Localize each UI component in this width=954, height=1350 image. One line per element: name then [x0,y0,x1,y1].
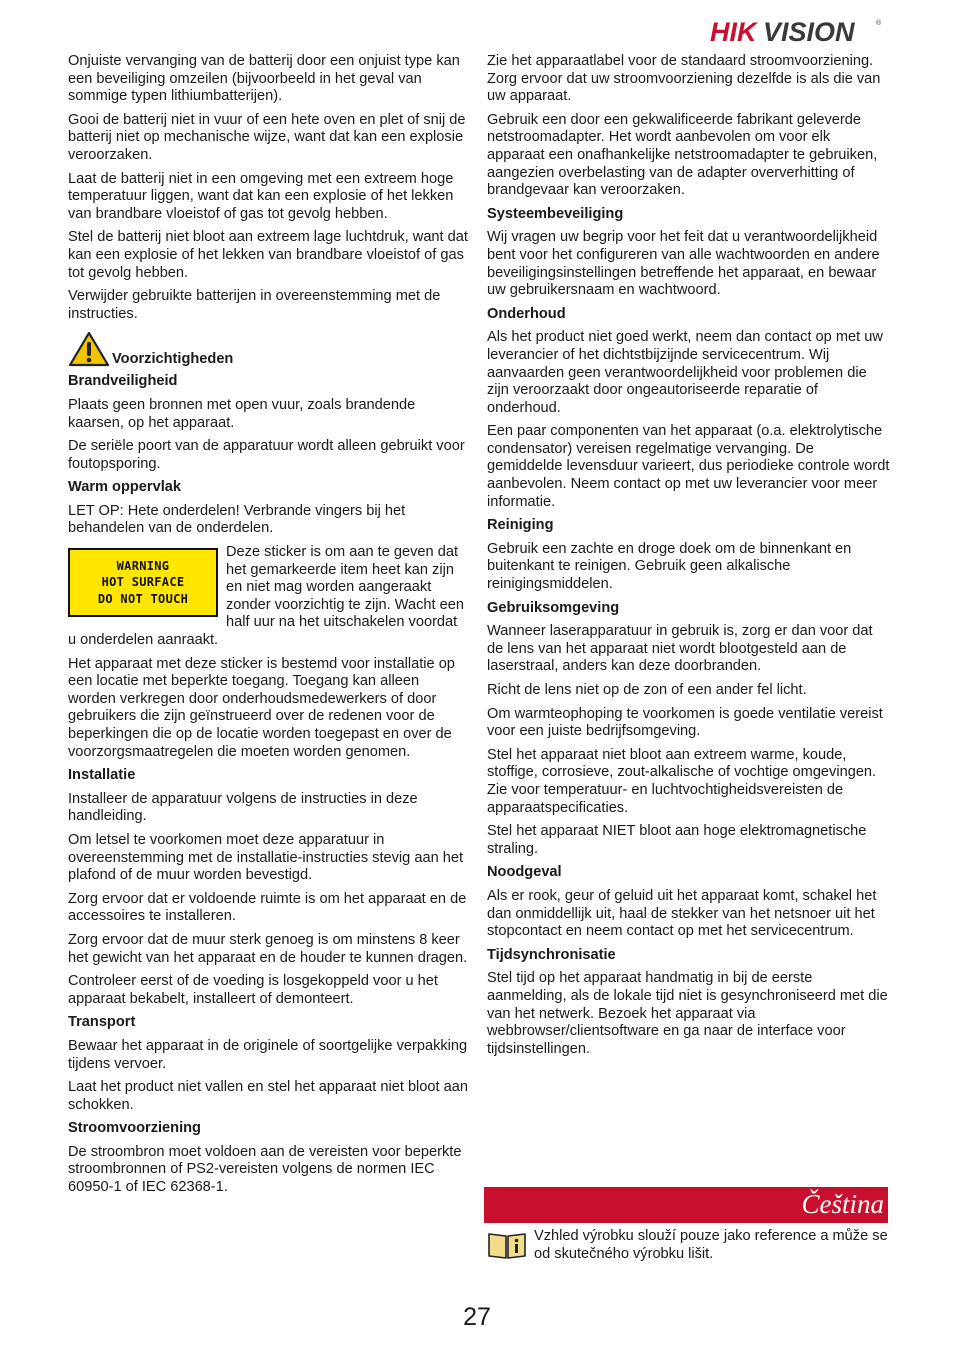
hot-surface-text-3: Het apparaat met deze sticker is bestemd voor installatie op een locatie met beperkte toegang. Toegang kan alleen worden verkregen door onderhoudsmedewerkers of door gebruikers die zijn geïnstrueerd over de redenen voor de beperkingen die op de locatie worden toegepast en over de voorzorgsmaatregelen die moeten worden genomen. [68,655,455,760]
environment-text-2: Richt de lens niet op de zon of een ander fel licht. [487,682,807,698]
hot-surface-text-1: LET OP: Hete onderdelen! Verbrande vingers bij het behandelen van de onderdelen. [68,502,406,537]
emergency-heading: Noodgeval [487,864,562,881]
cleaning-text: Gebruik een zachte en droge doek om de binnenkant en buitenkant te reinigen. Gebruik geen alkalische reinigingsmiddelen. [487,540,852,593]
fire-safety-heading: Brandveiligheid [68,373,178,390]
sticker-line-1: WARNING [116,558,170,573]
info-note [487,1228,891,1263]
battery-warning-4: Stel de batterij niet bloot aan extreem lage luchtdruk, want dat kan een explosie of het lekken van brandbare vloeistof of gas tot gevolg hebben. [68,229,468,281]
transport-heading: Transport [68,1014,136,1031]
environment-text-1: Wanneer laserapparatuur in gebruik is, zorg er dan voor dat de lens van het apparaat niet wordt blootgesteld aan de laserstraal, anders kan deze doorbranden. [487,623,873,675]
info-note-text: Vzhled výrobku slouží pouze jako reference a může se od skutečného výrobku lišit. [534,1228,888,1262]
power-supply-heading: Stroomvoorziening [68,1120,201,1137]
sticker-line-3: DO NOT TOUCH [97,591,189,606]
environment-text-3: Om warmteophoping te voorkomen is goede ventilatie vereist voor een juiste bedrijfsomgeving. [487,705,883,740]
emergency-text: Als er rook, geur of geluid uit het apparaat komt, schakel het dan onmiddellijk uit, haal de stekker van het netsnoer uit het stopcontact en neem contact op met het servicecentrum. [487,887,877,940]
sticker-line-2: HOT SURFACE [101,575,185,590]
hot-surface-heading: Warm oppervlak [68,479,182,496]
hikvision-logo [710,16,882,46]
battery-warning-5: Verwijder gebruikte batterijen in overeenstemming met de instructies. [68,288,441,322]
hot-surface-text-2: Deze sticker is om aan te geven dat het gemarkeerde item heet kan zijn en niet mag worden aangeraakt zonder voorzichtig te zijn. Wacht een half uur na het uitschakelen voordat u onderdelen aanraakt. [68,544,464,649]
battery-warning-1: Onjuiste vervanging van de batterij door een onjuist type kan een beveiliging omzeilen (bijvoorbeeld in het geval van sommige typen lithiumbatterijen). [68,53,460,105]
power-supply-text-1: De stroombron moet voldoen aan de vereisten voor beperkte stroombronnen of PS2-vereisten volgens de normen IEC 60950-1 of IEC 62368-1. [68,1143,462,1196]
installation-text-5: Controleer eerst of de voeding is losgekoppeld voor u het apparaat bekabelt, installeert of demonteert. [68,973,438,1007]
power-supply-text-2: Zie het apparaatlabel voor de standaard stroomvoorziening. Zorg ervoor dat uw stroomvoorziening dezelfde is als die van uw apparaat. [487,53,881,105]
battery-warning-2: Gooi de batterij niet in vuur of een hete oven en plet of snij de batterij niet op mechanische wijze, want dat kan een explosie veroorzaken. [68,111,466,163]
maintenance-text-2: Een paar componenten van het apparaat (o.a. elektrolytische condensator) vereisen regelmatige vervanging. De gemiddelde levensduur varieert, dus periodieke controle wordt aanbevolen. Neem contact op met uw leverancier voor meer informatie. [487,423,890,510]
power-supply-text-3: Gebruik een door een gekwalificeerde fabrikant geleverde netstroomadapter. Het wordt aanbevolen om voor elk apparaat een onafhankelijke netstroomadapter te gebruiken, aangezien overbelasting van de adapter oververhitting of brandgevaar kan veroorzaken. [487,111,878,199]
right-column [487,53,891,1064]
language-section-bar [484,1187,888,1223]
system-security-heading: Systeembeveiliging [487,205,624,222]
fire-safety-text-2: De seriële poort van de apparatuur wordt alleen gebruikt voor foutopsporing. [68,438,465,472]
caution-heading: Voorzichtigheden [112,350,234,367]
warning-sticker-image [68,548,218,617]
installation-heading: Installatie [68,767,136,784]
logo-text-hik: HIK [710,17,757,46]
maintenance-heading: Onderhoud [487,305,566,322]
hot-surface-sticker-block [68,544,468,650]
time-sync-text: Stel tijd op het apparaat handmatig in bij de eerste aanmelding, als de lokale tijd niet is gesynchroniseerd met die van het netwerk. Bezoek het apparaat via webbrowser/clientsoftware en ga naar de interface voor tijdsinstellingen. [487,970,888,1057]
transport-text-2: Laat het product niet vallen en stel het apparaat niet bloot aan schokken. [68,1079,468,1113]
environment-heading: Gebruiksomgeving [487,599,620,616]
installation-text-2: Om letsel te voorkomen moet deze apparatuur in overeenstemming met de installatie-instructies stevig aan het plafond of de muur worden bevestigd. [68,831,464,884]
fire-safety-text-1: Plaats geen bronnen met open vuur, zoals brandende kaarsen, op het apparaat. [68,396,416,431]
battery-warning-3: Laat de batterij niet in een omgeving met een extreem hoge temperatuur liggen, want dat kan een explosie of het lekken van brandbare vloeistof of gas tot gevolg hebben. [68,170,454,222]
transport-text-1: Bewaar het apparaat in de originele of soortgelijke verpakking tijdens vervoer. [68,1037,468,1072]
environment-text-4: Stel het apparaat niet bloot aan extreem warme, koude, stoffige, corrosieve, zout-alkalische of vochtige omgevingen. Zie voor temperatuur- en luchtvochtigheidsvereisten de apparaatspecificaties. [487,746,877,816]
cleaning-heading: Reiniging [487,517,554,534]
environment-text-5: Stel het apparaat NIET bloot aan hoge elektromagnetische straling. [487,823,867,857]
installation-text-3: Zorg ervoor dat er voldoende ruimte is om het apparaat en de accessoires te installeren. [68,890,467,925]
maintenance-text-1: Als het product niet goed werkt, neem dan contact op met uw leverancier of het dichtstbijzijnde servicecentrum. Wij aanvaarden geen verantwoordelijkheid voor problemen die zijn veroorzaakt door ongeautoriseerde reparatie of onderhoud. [487,329,883,416]
time-sync-heading: Tijdsynchronisatie [487,946,616,963]
language-title: Čeština [801,1189,884,1220]
caution-triangle-icon [68,331,110,367]
caution-section-header [68,331,468,367]
installation-text-1: Installeer de apparatuur volgens de instructies in deze handleiding. [68,790,418,825]
logo-registered-mark: ® [876,20,882,27]
page-number: 27 [463,1303,491,1331]
info-book-icon [487,1230,527,1260]
installation-text-4: Zorg ervoor dat de muur sterk genoeg is om minstens 8 keer het gewicht van het apparaat en de houder te kunnen dragen. [68,931,468,966]
left-column [68,53,468,1203]
system-security-text: Wij vragen uw begrip voor het feit dat u verantwoordelijkheid bent voor het configureren van alle wachtwoorden en andere beveiligingsinstellingen betreffende het apparaat, en bewaar uw gebruikersnaam en wachtwoord. [487,229,880,299]
logo-text-vision: VISION [763,17,855,46]
